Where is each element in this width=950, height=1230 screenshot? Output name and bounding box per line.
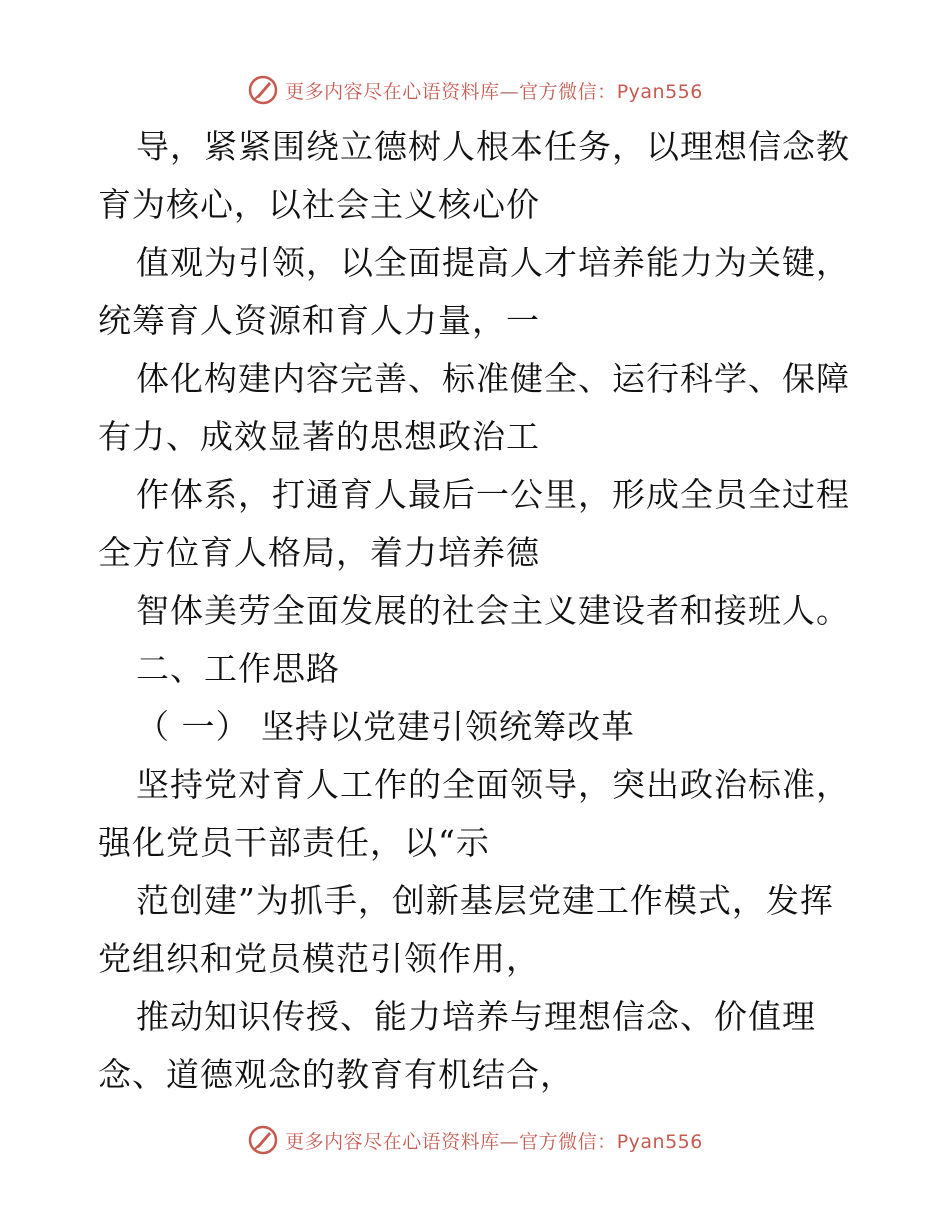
banner-main-text: 更多内容尽在心语资料库 — [285, 80, 500, 103]
banner-text — [285, 1127, 703, 1154]
banner-main-text: 更多内容尽在心语资料库 — [285, 1130, 500, 1153]
banner-wechat-label: 官方微信： — [519, 80, 617, 103]
feather-pen-logo-icon — [247, 1124, 279, 1156]
text-line: 全方位育人格局，着力培养德 — [98, 533, 540, 572]
text-line: 统筹育人资源和育人力量，一 — [98, 301, 540, 340]
text-line: 党组织和党员模范引领作用， — [98, 939, 540, 978]
text-line: 推动知识传授、能力培养与理想信念、价值理 — [136, 997, 816, 1036]
document-body — [98, 118, 858, 1104]
text-line: 坚持党对育人工作的全面领导，突出政治标准， — [136, 765, 850, 804]
text-line: 强化党员干部责任，以“示 — [98, 823, 490, 862]
banner-wechat-label: 官方微信： — [519, 1130, 617, 1153]
text-line: 念、道德观念的教育有机结合， — [98, 1055, 574, 1094]
footer-banner — [0, 1120, 950, 1160]
section-heading: 二、工作思路 — [136, 649, 340, 688]
banner-separator: — — [499, 80, 520, 103]
text-line: 作体系，打通育人最后一公里，形成全员全过程 — [136, 475, 850, 514]
banner-wechat-id: Pyan556 — [616, 80, 703, 103]
text-line: 值观为引领，以全面提高人才培养能力为关键， — [136, 243, 850, 282]
text-line: 有力、成效显著的思想政治工 — [98, 417, 540, 456]
banner-wechat-id: Pyan556 — [616, 1130, 703, 1153]
banner-text — [285, 77, 703, 104]
header-banner — [0, 70, 950, 110]
text-line: 导，紧紧围绕立德树人根本任务，以理想信念教 — [136, 127, 850, 166]
feather-pen-logo-icon — [247, 74, 279, 106]
banner-separator: — — [499, 1130, 520, 1153]
text-line: 智体美劳全面发展的社会主义建设者和接班人。 — [136, 591, 850, 630]
text-line: 体化构建内容完善、标准健全、运行科学、保障 — [136, 359, 850, 398]
subsection-heading: （ 一） 坚持以党建引领统筹改革 — [136, 707, 635, 746]
text-line: 育为核心，以社会主义核心价 — [98, 185, 540, 224]
text-line: 范创建”为抓手，创新基层党建工作模式，发挥 — [136, 881, 834, 920]
